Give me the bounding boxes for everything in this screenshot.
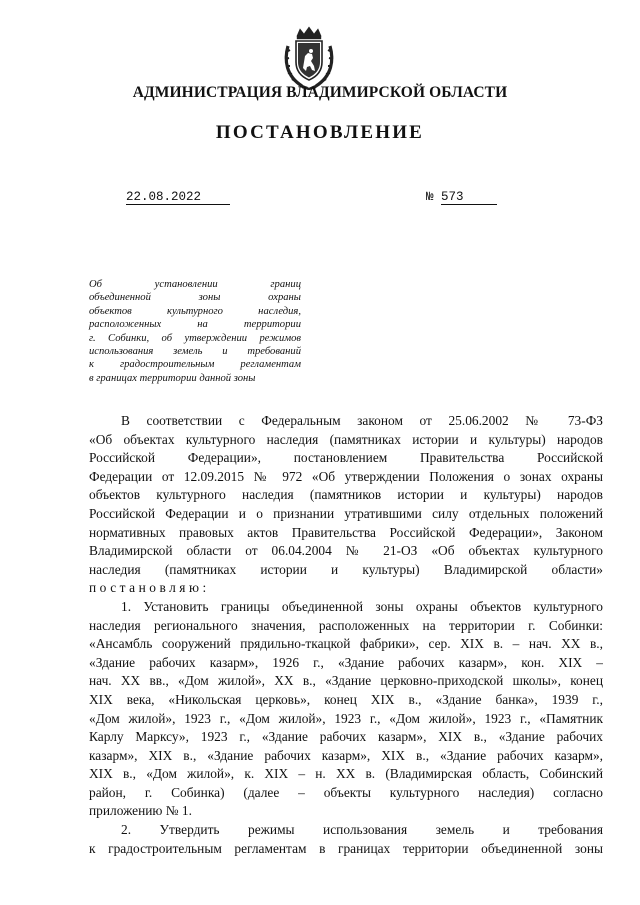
- subject-line: расположенных на территории: [89, 319, 301, 331]
- preamble-line: Российской Федерации», постановлением Правительства Российской: [89, 450, 603, 466]
- document-date: [126, 190, 230, 205]
- item1-line: нач. XX вв., «Дом жилой», XX в., «Здание церковно-приходской школы», конец: [89, 673, 603, 689]
- subject-line: в границах территории данной зоны: [89, 372, 256, 384]
- preamble-line: объектов культурного наследия (памятников истории и культуры) народов: [89, 487, 603, 503]
- preamble-line: наследия (памятниках истории и культуры) Владимирской области»: [89, 561, 603, 577]
- document-body: [89, 412, 603, 858]
- item1-line: казарм», XIX в., «Здание рабочих казарм», XIX в., «Здание рабочих казарм»,: [89, 747, 603, 763]
- preamble-line: В соответствии с Федеральным законом от 25.06.2002 № 73-ФЗ: [121, 413, 603, 428]
- item1-line: наследия регионального значения, расположенных на территории г. Собинки:: [89, 617, 603, 633]
- preamble-line: «Об объектах культурного наследия (памятниках истории и культуры) народов: [89, 431, 603, 447]
- decree-word: постановляю:: [89, 580, 210, 596]
- item1-line: XIX века, «Никольская церковь», конец XIX в., «Здание банка», 1939 г.,: [89, 691, 603, 707]
- subject-line: Об установлении границ: [89, 279, 301, 290]
- number-prefix: №: [426, 190, 434, 204]
- preamble-line: Владимирской области от 06.04.2004 № 21-ОЗ «Об объектах культурного: [89, 543, 603, 559]
- date-value: 22.08.2022: [126, 190, 230, 205]
- coat-of-arms-emblem: [282, 26, 336, 90]
- item1-line: «Здание рабочих казарм», 1926 г., «Здание рабочих казарм», кон. XIX –: [89, 654, 603, 670]
- item2-line: к градостроительным регламентам в границах территории объединенной зоны: [89, 840, 603, 856]
- organization-title: АДМИНИСТРАЦИЯ ВЛАДИМИРСКОЙ ОБЛАСТИ: [132, 84, 508, 101]
- subject-line: объектов культурного наследия,: [89, 305, 301, 317]
- item1-line: «Ансамбль сооружений прядильно-ткацкой фабрики», сер. XIX в. – нач. XX в.,: [89, 636, 603, 652]
- item1-line: район, г. Собинка) (далее – объекты культурного наследия) согласно: [89, 784, 603, 800]
- preamble-line: Федерации от 12.09.2015 № 972 «Об утверждении Положения о зонах охраны: [89, 468, 603, 484]
- subject-line: объединенной зоны охраны: [89, 292, 301, 304]
- preamble-line: Российской Федерации и о признании утратившими силу отдельных положений: [89, 505, 603, 521]
- item1-line: Карлу Марксу», 1923 г., «Здание рабочих казарм», XIX в., «Здание рабочих: [89, 729, 603, 745]
- number-value: 573: [441, 190, 497, 205]
- item1-line: «Дом жилой», 1923 г., «Дом жилой», 1923 г., «Дом жилой», 1923 г., «Памятник: [89, 710, 603, 726]
- item1-line: 1. Установить границы объединенной зоны охраны объектов культурного: [121, 598, 603, 614]
- document-number: [426, 190, 497, 205]
- subject-line: использования земель и требований: [89, 346, 301, 358]
- item1-line: XIX в., «Дом жилой», к. XIX – н. XX в. (Владимирская область, Собинский: [89, 766, 603, 782]
- document-subject: [89, 278, 301, 385]
- document-type-title: ПОСТАНОВЛЕНИЕ: [215, 122, 425, 143]
- item2-line: 2. Утвердить режимы использования земель и требования: [121, 822, 603, 838]
- preamble-line: нормативных правовых актов Правительства Российской Федерации», Законом: [89, 524, 603, 540]
- subject-line: г. Собинки, об утверждении режимов: [89, 332, 301, 344]
- subject-line: к градостроительным регламентам: [89, 359, 301, 371]
- item1-line: приложению № 1.: [89, 803, 192, 819]
